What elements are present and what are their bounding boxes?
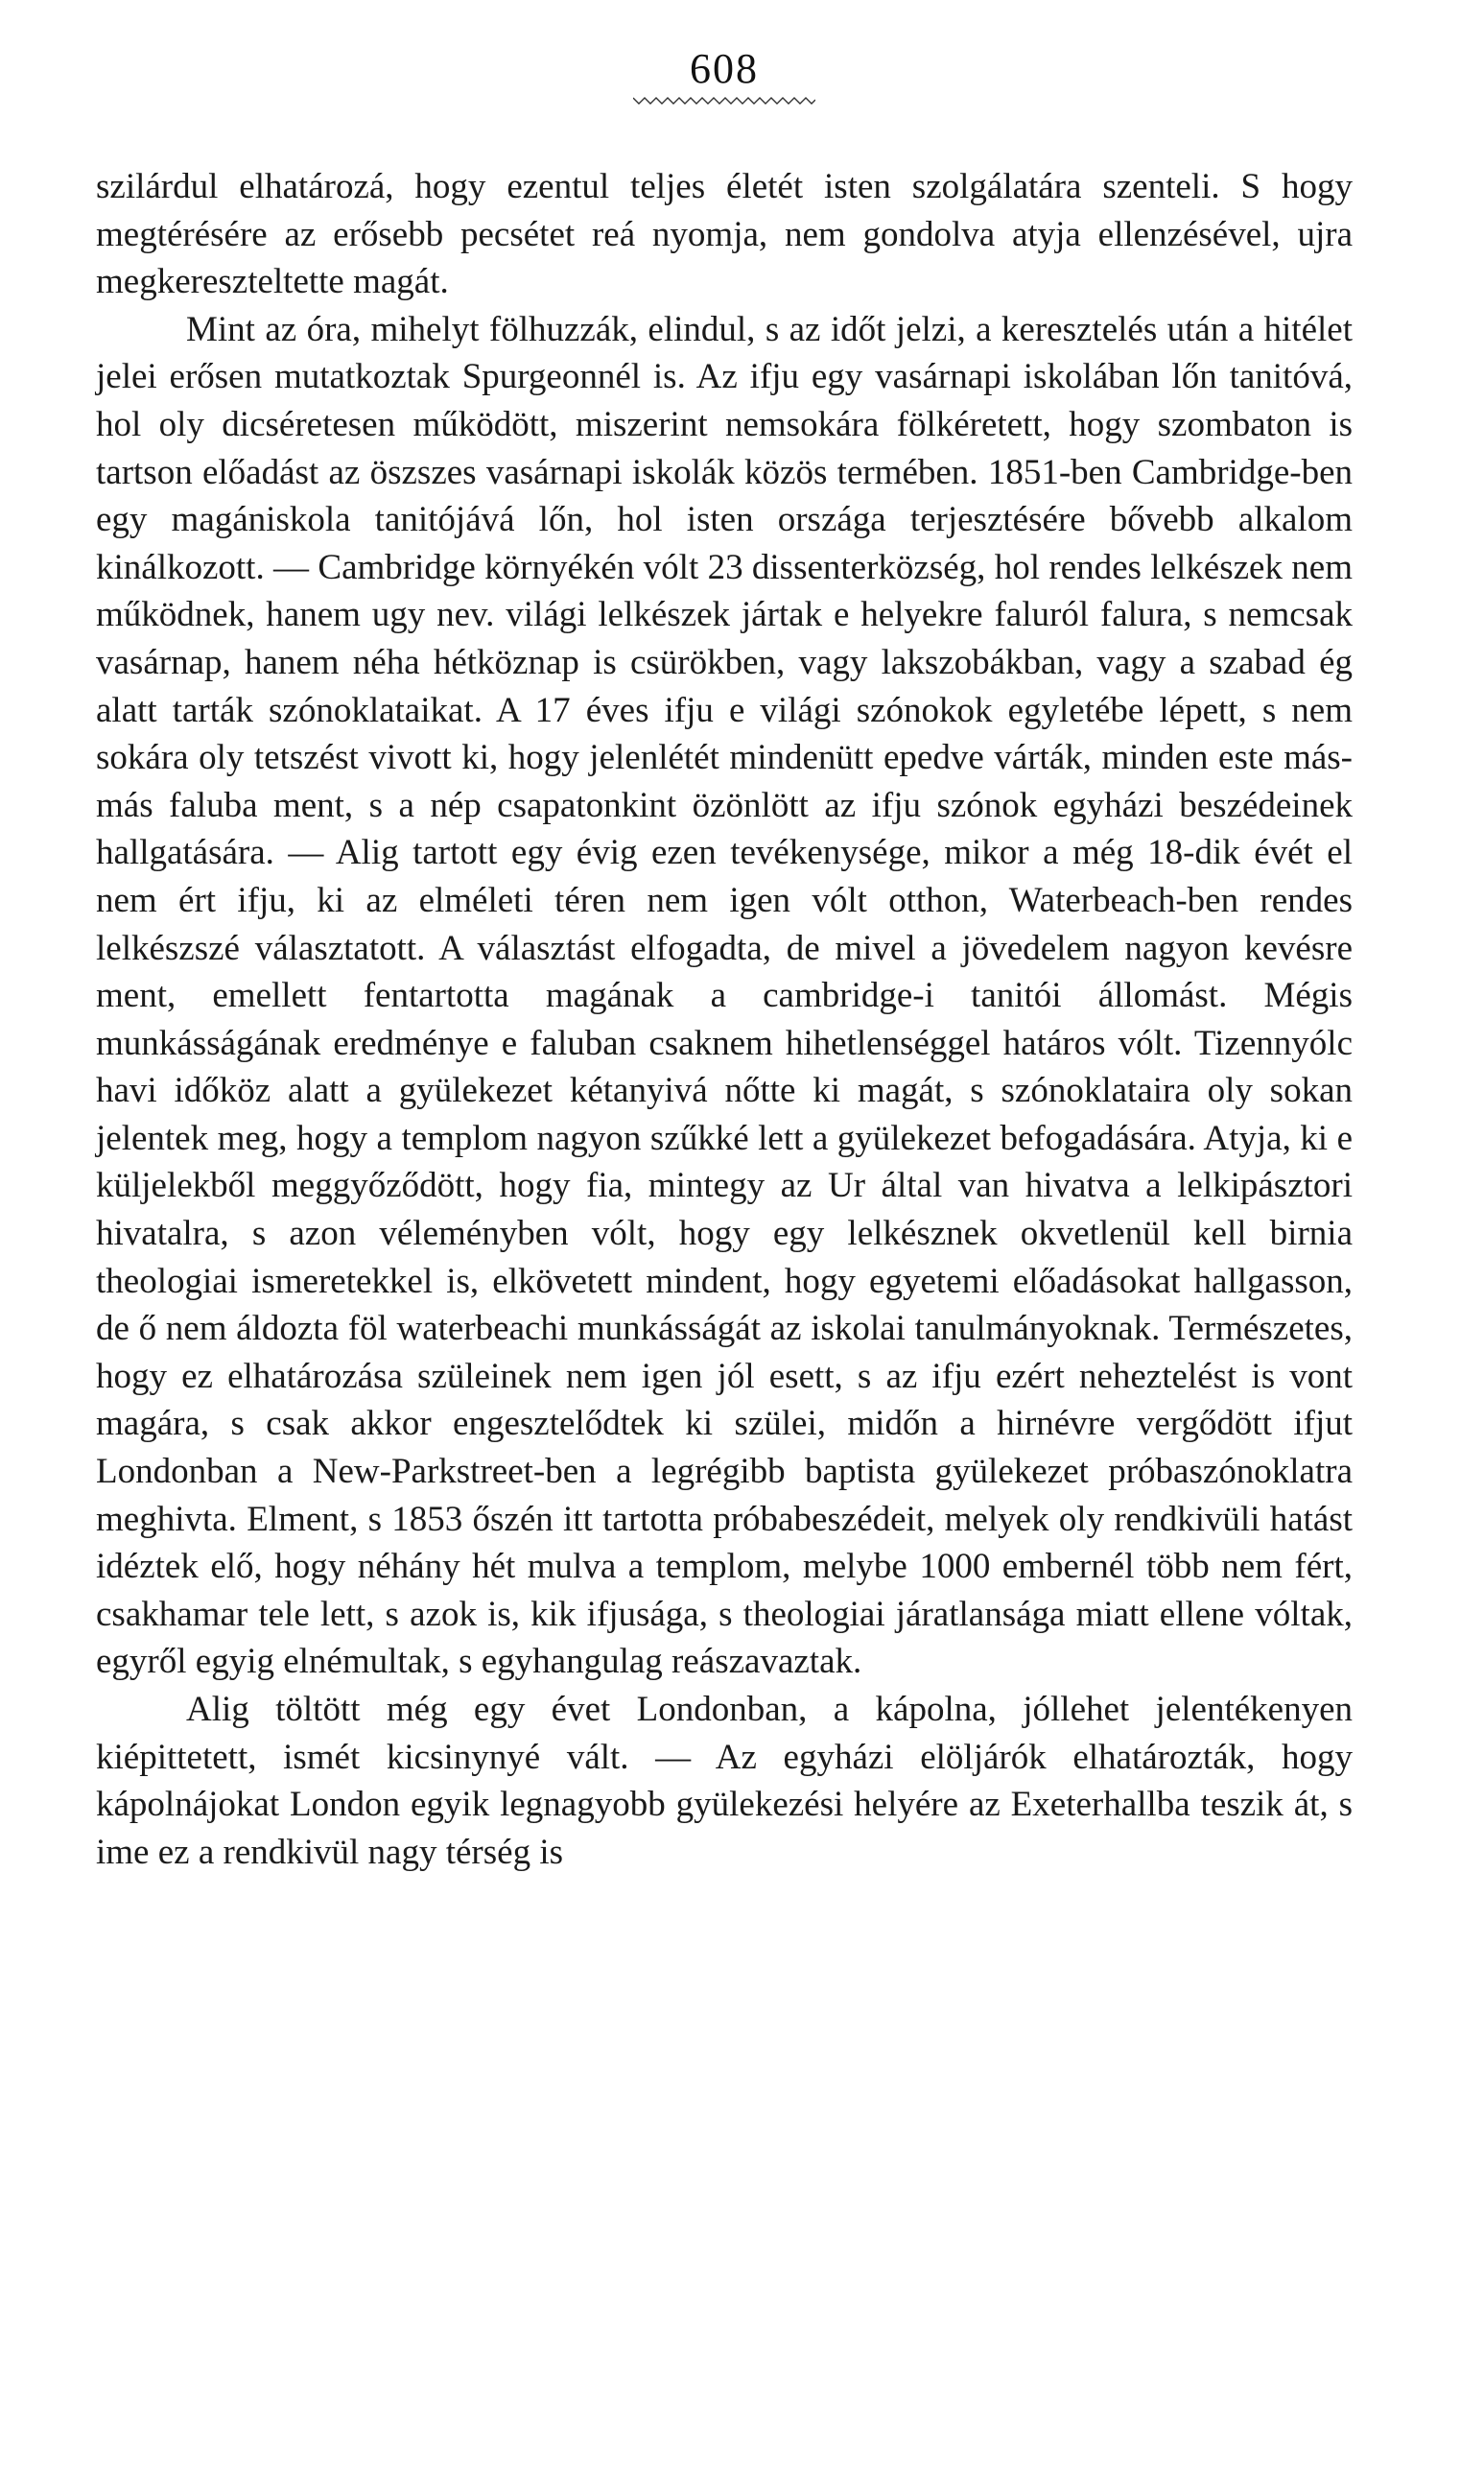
page-number-ornament (633, 94, 815, 106)
paragraph: Alig töltött még egy évet Londonban, a kápolna, jóllehet jelentékenyen kiépittetett, ismét kicsinynyé vált. — Az egyházi elöljárók elhatározták, hogy kápolnájokat London egyik legnagyobb gyülekezési helyére az Exeterhallba teszik át, s ime ez a rendkivül nagy térség is (96, 1690, 1353, 1872)
page-text (96, 163, 1353, 1876)
page-number: 608 (690, 45, 759, 92)
paragraph-continuation: szilárdul elhatározá, hogy ezentul teljes életét isten szolgálatára szenteli. S hogy megtérésére az erősebb pecsétet reá nyomja, nem gondolva atyja ellenzésével, ujra megkereszteltette magát. (96, 167, 1353, 302)
paragraph: Mint az óra, mihelyt fölhuzzák, elindul, s az időt jelzi, a keresztelés után a hitélet jelei erősen mutatkoztak Spurgeonnél is. Az ifju egy vasárnapi iskolában lőn tanitóvá, hol oly dicséretesen működött, miszerint nemsokára fölkéretett, hogy szombaton is tartson előadást az öszszes vasárnapi iskolák közös termében. 1851-ben Cambridge-ben egy magániskola tanitójává lőn, hol isten országa terjesztésére bővebb alkalom kinálkozott. — Cambridge környékén vólt 23 dissenterközség, hol rendes lelkészek nem működnek, hanem ugy nev. világi lelkészek jártak e helyekre faluról falura, s nemcsak vasárnap, hanem néha hétköznap is csürökben, vagy lakszobákban, vagy a szabad ég alatt tarták szónoklataikat. A 17 éves ifju e világi szónokok egyletébe lépett, s nem sokára oly tetszést vivott ki, hogy jelenlétét mindenütt epedve várták, minden este más-más faluba ment, s a nép csapatonkint özönlött az ifju szónok egyházi beszédeinek hallgatására. — Alig tartott egy évig ezen tevékenysége, mikor a még 18-dik évét el nem ért ifju, ki az elméleti téren nem igen vólt otthon, Waterbeach-ben rendes lelkészszé választatott. A választást elfogadta, de mivel a jövedelem nagyon kevésre ment, emellett fentartotta magának a cambridge-i tanitói állomást. Mégis munkásságának eredménye e faluban csaknem hihetlenséggel határos vólt. Tizennyólc havi időköz alatt a gyülekezet kétanyivá nőtte ki magát, s szónoklataira oly sokan jelentek meg, hogy a templom nagyon szűkké lett a gyülekezet befogadására. Atyja, ki e küljelekből meggyőződött, hogy fia, mintegy az Ur által van hivatva a lelkipásztori hivatalra, s azon véleményben vólt, hogy egy lelkésznek okvetlenül kell birnia theologiai ismeretekkel is, elkövetett mindent, hogy egyetemi előadásokat hallgasson, de ő nem áldozta föl waterbeachi munkásságát az iskolai tanulmányoknak. Természetes, hogy ez elhatározása szüleinek nem igen jól esett, s az ifju ezért neheztelést is vont magára, s csak akkor engesztelődtek ki szülei, midőn a hirnévre vergődött ifjut Londonban a New-Parkstreet-ben a legrégibb baptista gyülekezet próbaszónoklatra meghivta. Elment, s 1853 őszén itt tartotta próbabeszédeit, melyek oly rendkivüli hatást idéztek elő, hogy néhány hét mulva a templom, melybe 1000 embernél több nem fért, csakhamar tele lett, s azok is, kik ifjusága, s theologiai járatlansága miatt ellene vóltak, egyről egyig elnémultak, s egyhangulag reászavaztak. (96, 309, 1353, 1682)
page-header (96, 45, 1353, 154)
book-page (96, 38, 1353, 2418)
